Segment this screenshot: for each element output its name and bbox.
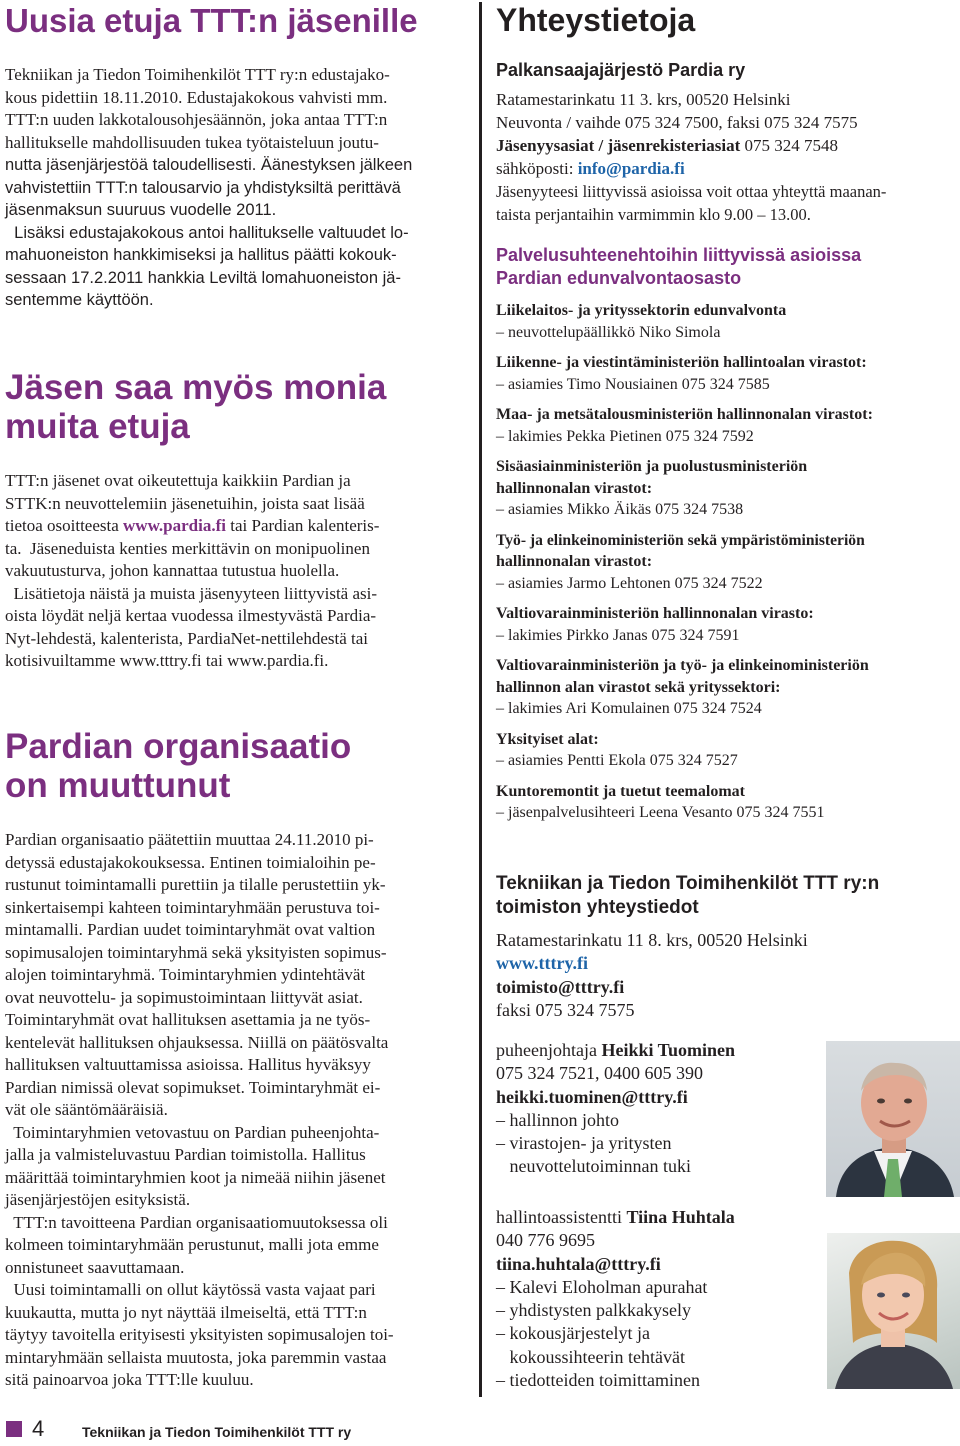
text-line: Toimintaryhmät ovat hallituksen asettamia ja ne työs- — [5, 1010, 371, 1029]
ttt-office-title: Tekniikan ja Tiedon Toimihenkilöt TTT ry:n — [496, 873, 880, 894]
ttt-fax: faksi 075 324 7575 — [496, 999, 635, 1020]
text-line: vakuutusturva, johon kannattaa tutustua huolella. — [5, 561, 340, 580]
person-duty: – tiedotteiden toimittaminen — [496, 1370, 700, 1391]
column-divider — [479, 2, 482, 1397]
portrait-illustration — [827, 1233, 960, 1389]
text-line: TTT:n jäsenet ovat oikeutettuja kaikkiin Pardian ja — [5, 471, 351, 490]
text-line: oista löydät neljä kertaa vuodessa ilmestyvästä Pardia- — [5, 606, 377, 625]
text-line: STTK:n neuvottelemiin jäsenetuihin, joista saat lisää — [5, 493, 365, 513]
text-line: mintaryhmään sellaista muutosta, joka paremmin vastaa — [5, 1347, 387, 1367]
text-line: Pardian nimissä olevat sopimukset. Toimintaryhmät ei- — [5, 1077, 381, 1097]
portrait-illustration — [826, 1041, 960, 1197]
entry-person: – asiamies Mikko Äikäs 075 324 7538 — [496, 501, 744, 518]
contact-entry — [496, 530, 960, 595]
entry-heading: hallinnonalan virastot: — [496, 553, 653, 570]
person-email[interactable]: tiina.huhtala@tttry.fi — [496, 1253, 661, 1274]
entry-heading: hallinnonalan virastot: — [496, 479, 653, 497]
entry-person: – jäsenpalvelusihteeri Leena Vesanto 075 324 7551 — [496, 804, 825, 821]
entry-person: – lakimies Pirkko Janas 075 324 7591 — [496, 626, 740, 644]
text-line: vät ole sääntömääräisiä. — [5, 1100, 168, 1119]
ttt-web-link[interactable]: www.tttry.fi — [496, 953, 588, 974]
edunvalvonta-title: Pardian edunvalvontaosasto — [496, 268, 742, 288]
portrait-photo-chair — [826, 1041, 960, 1197]
entry-heading: Kuntoremontit ja tuetut teemalomat — [496, 782, 745, 800]
text-line: alojen toimintaryhmä. Toimintaryhmien ydintehtävät — [5, 965, 366, 984]
person-role: hallintoassistentti — [496, 1207, 627, 1227]
contact-entry — [496, 729, 960, 772]
text-line: Toimintaryhmien vetovastuu on Pardian puheenjohta- — [5, 1122, 380, 1142]
pardia-note: taista perjantaihin varmimmin klo 9.00 – 13.00. — [496, 205, 811, 224]
heading-line: Pardian organisaatio — [5, 727, 352, 766]
pardia-phone: Neuvonta / vaihde 075 324 7500, faksi 075 324 7575 — [496, 113, 858, 132]
text-line: Lisätietoja näistä ja muista jäsenyyteen liittyvistä asi- — [5, 583, 378, 603]
text-line: jäsenjärjestöjen esityksistä. — [5, 1190, 191, 1209]
person-duty: – hallinnon johto — [496, 1109, 619, 1130]
member-phone: 075 324 7548 — [740, 136, 839, 155]
article-paragraph-benefits — [5, 64, 467, 312]
ttt-email[interactable]: toimisto@tttry.fi — [496, 976, 625, 997]
person-card-assistant — [496, 1206, 816, 1392]
person-duty: neuvottelutoiminnan tuki — [496, 1156, 691, 1177]
heading-line: Jäsen saa myös monia — [5, 368, 387, 407]
entry-heading: Yksityiset alat: — [496, 730, 599, 748]
person-duty: – Kalevi Eloholman apurahat — [496, 1276, 708, 1297]
text-fragment: tai Pardian kalenteris- — [226, 516, 380, 535]
text-line: kolmeen toimintaryhmään perustunut, malli jota emme — [5, 1235, 379, 1254]
entry-heading: Työ- ja elinkeinoministeriön sekä ympäristöministeriön — [496, 531, 865, 549]
ttt-office-block — [496, 872, 960, 1022]
text-line: jalla ja valmisteluvastuu Pardian toimistolla. Hallitus — [5, 1145, 366, 1164]
portrait-photo-assistant — [827, 1233, 960, 1389]
text-line: sopimusalojen toimintaryhmä sekä yksityisten sopimus- — [5, 942, 387, 962]
text-line: hallituksen valtuuttamissa asioissa. Hallitus hyväksyy — [5, 1055, 371, 1074]
text-line: mahuoneiston hankkimiseksi ja hallitus päätti kokouk- — [5, 246, 397, 264]
text-line: Uusi toimintamalli on ollut käytössä vasta vajaat pari — [5, 1280, 376, 1299]
footer-publication: Tekniikan ja Tiedon Toimihenkilöt TTT ry — [82, 1424, 352, 1440]
pardia-link[interactable]: www.pardia.fi — [123, 516, 226, 535]
entry-heading: Sisäasiainministeriön ja puolustusministeriön — [496, 458, 808, 475]
text-line: rustunut toimintamalli purettiin ja tilalle perustettiin yk- — [5, 875, 386, 894]
article-paragraph-more-benefits — [5, 470, 467, 673]
text-line: Pardian organisaatio päätettiin muuttaa 24.11.2010 pi- — [5, 830, 374, 849]
email-label: sähköposti: — [496, 159, 578, 178]
text-line: kotisivuiltamme www.tttry.fi tai www.pardia.fi. — [5, 651, 329, 670]
text-line: kous pidettiin 18.11.2010. Edustajakokous vahvisti mm. — [5, 87, 388, 107]
text-line: Tekniikan ja Tiedon Toimihenkilöt TTT ry:n edustajako- — [5, 65, 390, 84]
member-label: Jäsenyysasiat / jäsenrekisteriasiat — [496, 136, 741, 155]
text-line: hallitukselle mahdollisuuden tukea työtaisteluun joutu- — [5, 132, 379, 152]
contact-entry — [496, 352, 960, 395]
person-name: Tiina Huhtala — [626, 1207, 735, 1227]
page-number: 4 — [32, 1416, 45, 1441]
pardia-contact-block — [496, 58, 960, 226]
text-line: määrittää toimintaryhmien koot ja nimeää niihin jäsenet — [5, 1167, 386, 1187]
person-duty: – yhdistysten palkkakysely — [496, 1300, 691, 1321]
article-heading-organisation — [5, 727, 351, 805]
footer-square-icon — [6, 1421, 22, 1437]
person-card-chair — [496, 1039, 816, 1179]
person-email[interactable]: heikki.tuominen@tttry.fi — [496, 1086, 688, 1107]
entry-person: – neuvottelupäällikkö Niko Simola — [496, 323, 721, 341]
person-duty: kokoussihteerin tehtävät — [496, 1346, 685, 1367]
pardia-email-link[interactable]: info@pardia.fi — [577, 159, 685, 178]
heading-line: muita etuja — [5, 407, 190, 446]
text-line: jäsenmaksun suuruus vuodelle 2011. — [5, 201, 277, 219]
text-line: kentelevät hallituksen ohjauksessa. Niillä on päätösvalta — [5, 1032, 389, 1052]
text-fragment: tietoa osoitteesta — [5, 516, 124, 535]
contact-entry — [496, 781, 960, 824]
person-role-line — [496, 1206, 816, 1229]
pardia-title: Palkansaajajärjestö Pardia ry — [496, 60, 746, 80]
text-line: ovat neuvottelu- ja sopimustoimintaan liittyvät asiat. — [5, 987, 363, 1007]
text-line: onnistuneet saavuttamaan. — [5, 1257, 185, 1277]
pardia-address: Ratamestarinkatu 11 3. krs, 00520 Helsinki — [496, 90, 791, 109]
ttt-address: Ratamestarinkatu 11 8. krs, 00520 Helsinki — [496, 930, 808, 950]
text-line: TTT:n tavoitteena Pardian organisaatiomuutoksessa oli — [5, 1212, 388, 1232]
contact-entry — [496, 300, 960, 343]
pardia-note: Jäsenyyteesi liittyvissä asioissa voit ottaa yhteyttä maanan- — [496, 182, 887, 201]
edunvalvonta-entries — [496, 300, 960, 833]
text-line: vahvistettiin TTT:n talousarvio ja yhdistyksiltä perittävä — [5, 178, 401, 197]
text-line: detyssä edustajakokouksessa. Entinen toimialoihin pe- — [5, 852, 376, 872]
contacts-heading: Yhteystietoja — [496, 2, 696, 38]
text-line: sinkertaisempi kahteen toimintaryhmään perustuva toi- — [5, 897, 380, 917]
pardia-member-line — [496, 134, 960, 157]
person-phones: 075 324 7521, 0400 605 390 — [496, 1063, 703, 1084]
contact-entry — [496, 655, 960, 720]
entry-person: – asiamies Jarmo Lehtonen 075 324 7522 — [496, 574, 763, 592]
person-phone: 040 776 9695 — [496, 1230, 595, 1251]
heading-line: on muuttunut — [5, 766, 231, 805]
contact-entry — [496, 456, 960, 521]
entry-person: – lakimies Pekka Pietinen 075 324 7592 — [496, 427, 754, 445]
text-line: sitä painoarvoa joka TTT:lle kuuluu. — [5, 1370, 254, 1389]
person-duty: – kokousjärjestelyt ja — [496, 1323, 650, 1344]
person-role: puheenjohtaja — [496, 1040, 602, 1060]
person-name: Heikki Tuominen — [601, 1040, 736, 1060]
article-heading-benefits: Uusia etuja TTT:n jäsenille — [5, 2, 418, 39]
text-line: TTT:n uuden lakkotalousohjesäännön, joka antaa TTT:n — [5, 110, 388, 129]
text-line: sentemme käyttöön. — [5, 291, 154, 309]
entry-person: – asiamies Pentti Ekola 075 324 7527 — [496, 752, 738, 769]
entry-heading: hallinnon alan virastot sekä yrityssektori: — [496, 678, 781, 696]
entry-person: – asiamies Timo Nousiainen 075 324 7585 — [496, 375, 770, 393]
pardia-email-line — [496, 157, 960, 180]
text-line: nutta jäsenjärjestöä taloudellisesti. Äänestyksen jälkeen — [5, 156, 413, 174]
text-line — [5, 515, 467, 538]
entry-heading: Liikelaitos- ja yrityssektorin edunvalvonta — [496, 302, 787, 319]
person-role-line — [496, 1039, 816, 1062]
article-paragraph-organisation — [5, 829, 467, 1392]
article-heading-more-benefits — [5, 368, 386, 446]
entry-heading: Liikenne- ja viestintäministeriön hallintoalan virastot: — [496, 354, 867, 371]
text-line: ta. Jäseneduista kenties merkittävin on monipuolinen — [5, 538, 370, 558]
text-line: Lisäksi edustajakokous antoi hallitukselle valtuudet lo- — [5, 223, 409, 242]
edunvalvonta-block — [496, 244, 960, 290]
ttt-office-title: toimiston yhteystiedot — [496, 897, 699, 918]
contact-entry — [496, 603, 960, 646]
text-line: mintamalli. Pardian uudet toimintaryhmät ovat valtion — [5, 920, 376, 939]
text-line: sessaan 17.2.2011 hankkia Leviltä lomahuoneiston jä- — [5, 268, 401, 287]
entry-heading: Maa- ja metsätalousministeriön hallinnonalan virastot: — [496, 406, 873, 423]
contact-entry — [496, 404, 960, 447]
entry-heading: Valtiovarainministeriön hallinnonalan virasto: — [496, 605, 814, 622]
entry-person: – lakimies Ari Komulainen 075 324 7524 — [496, 700, 762, 717]
text-line: kuukautta, mutta jo nyt näyttää ilmeiseltä, että TTT:n — [5, 1302, 367, 1322]
entry-heading: Valtiovarainministeriön ja työ- ja elinkeinoministeriön — [496, 657, 869, 674]
person-duty: – virastojen- ja yritysten — [496, 1133, 672, 1154]
text-line: täytyy tavoitella erityisesti yksityisten sopimusalojen toi- — [5, 1325, 394, 1344]
edunvalvonta-title: Palvelusuhteenehtoihin liittyvissä asioissa — [496, 245, 862, 265]
text-line: Nyt-lehdestä, kalenterista, PardiaNet-nettilehdestä tai — [5, 628, 369, 648]
